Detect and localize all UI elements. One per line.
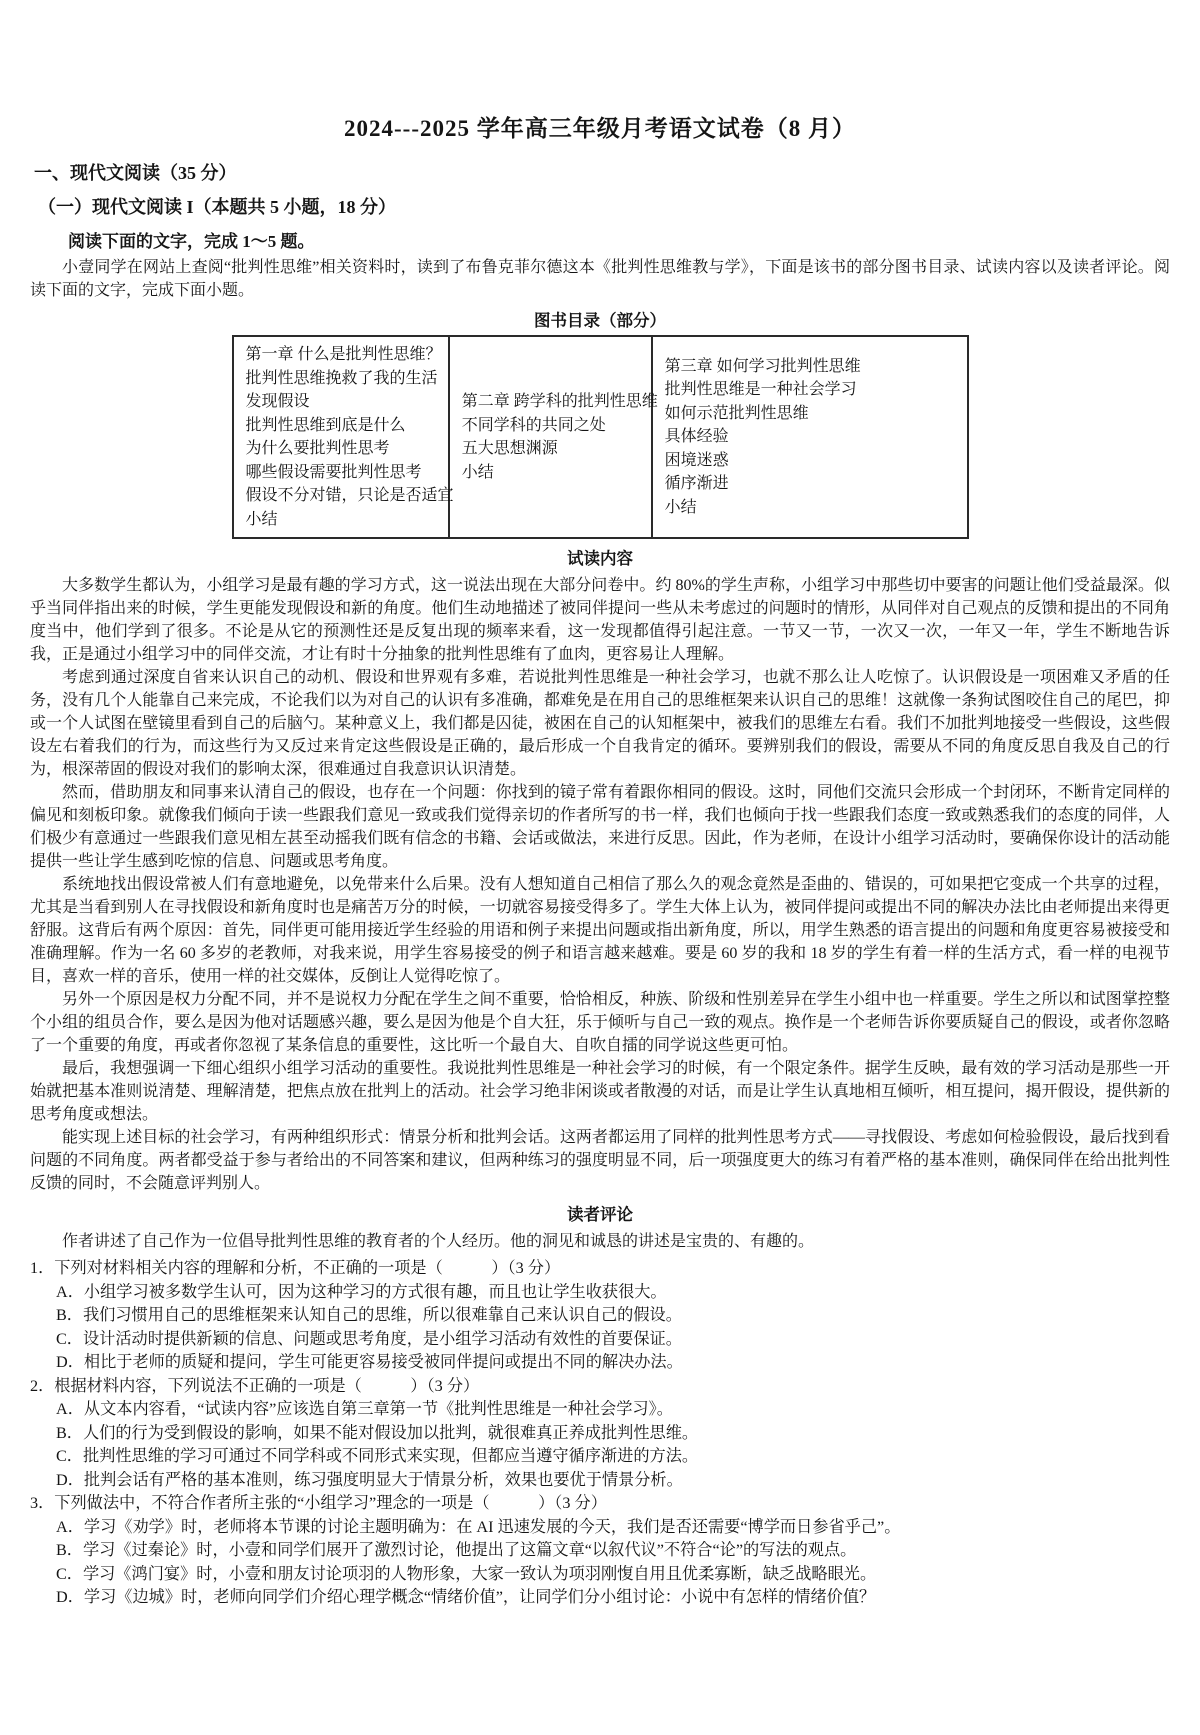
question-option: B．人们的行为受到假设的影响，如果不能对假设加以批判，就很难真正养成批判性思维。 xyxy=(56,1423,699,1442)
catalog-line: 哪些假设需要批判性思考 xyxy=(245,463,422,481)
catalog-line: 具体经验 xyxy=(664,428,729,446)
question-stem: 1．下列对材料相关内容的理解和分析，不正确的一项是（ ）（3 分） xyxy=(30,1259,561,1277)
subsection-heading: （一）现代文阅读 I（本题共 5 小题，18 分） xyxy=(38,197,397,217)
questions-section xyxy=(30,1257,1170,1609)
catalog-line: 第三章 如何学习批判性思维 xyxy=(664,357,861,375)
question-option: D．学习《边城》时，老师向同学们介绍心理学概念“情绪价值”，让同学们分小组讨论：小说中有怎样的情绪价值？ xyxy=(56,1588,876,1606)
question-option: D．相比于老师的质疑和提问，学生可能更容易接受被同伴提问或提出不同的解决办法。 xyxy=(56,1353,683,1371)
excerpt-paragraph: 大多数学生都认为，小组学习是最有趣的学习方式，这一说法出现在大部分问卷中。约 80%的学生声称，小组学习中那些切中要害的问题让他们受益最深。似乎当同伴指出来的时候，学生更能发现假设和新的角度。他们生动地描述了被同伴提问一些从未考虑过的问题时的情形，从同伴对自己观点的反馈和提出的不同角度当中，他们学到了很多。不论是从它的预测性还是反复出现的频率来看，这一发现都值得引起注意。一节又一节，一次又一次，一年又一年，学生不断地告诉我，正是通过小组学习中的同伴交流，才让有时十分抽象的批判性思维有了血肉，更容易让人理解。 xyxy=(30,577,1170,663)
question-option: C．批判性思维的学习可通过不同学科或不同形式来实现，但都应当遵守循序渐进的方法。 xyxy=(56,1447,699,1465)
catalog-line: 第一章 什么是批判性思维？ xyxy=(245,346,442,363)
excerpt-paragraph: 另外一个原因是权力分配不同，并不是说权力分配在学生之间不重要，恰恰相反，种族、阶级和性别差异在学生小组中也一样重要。学生之所以和试图掌控整个小组的组员合作，要么是因为他对话题感兴趣，要么是因为他是个自大狂，乐于倾听与自己一致的观点。换作是一个老师告诉你要质疑自己的假设，或者你忽略了一个重要的角度，再或者你忽视了某条信息的重要性，这比听一个最自大、自吹自擂的同学说这些更可怕。 xyxy=(30,991,1170,1054)
catalog-line: 为什么要批判性思考 xyxy=(245,440,390,457)
question-1 xyxy=(30,1257,1170,1374)
question-option: B．学习《过秦论》时，小壹和同学们展开了激烈讨论，他提出了这篇文章“以叙代议”不符合“论”的写法的观点。 xyxy=(56,1541,857,1559)
question-option: A．小组学习被多数学生认可，因为这种学习的方式很有趣，而且也让学生收获很大。 xyxy=(56,1282,667,1301)
catalog-line: 批判性思维到底是什么 xyxy=(245,416,406,434)
catalog-line: 循序渐进 xyxy=(664,475,729,493)
catalog-cell-chapter3 xyxy=(652,336,968,538)
catalog-line: 小结 xyxy=(245,510,278,528)
review-paragraph: 作者讲述了自己作为一位倡导批判性思维的教育者的个人经历。他的洞见和诚恳的讲述是宝贵的、有趣的。 xyxy=(62,1233,815,1250)
catalog-line: 小结 xyxy=(664,498,697,516)
section-heading: 一、现代文阅读（35 分） xyxy=(34,163,237,183)
catalog-line: 第二章 跨学科的批判性思维 xyxy=(461,393,658,410)
catalog-line: 小结 xyxy=(461,463,494,481)
excerpt-paragraph: 最后，我想强调一下细心组织小组学习活动的重要性。我说批判性思维是一种社会学习的时候，有一个限定条件。据学生反映，最有效的学习活动是那些一开始就把基本准则说清楚、理解清楚，把焦点放在批判上的活动。社会学习绝非闲谈或者散漫的对话，而是让学生认真地相互倾听，相互提问，揭开假设，提供新的思考角度或想法。 xyxy=(30,1060,1170,1123)
catalog-line: 如何示范批判性思维 xyxy=(664,404,809,422)
review-section xyxy=(30,1201,1170,1253)
catalog-caption: 图书目录（部分） xyxy=(534,311,666,330)
excerpt-paragraph: 能实现上述目标的社会学习，有两种组织形式：情景分析和批判会话。这两者都运用了同样的批判性思考方式——寻找假设、考虑如何检验假设，最后找到看问题的不同角度。两者都受益于参与者给出的不同答案和建议，但两种练习的强度明显不同，后一项强度更大的练习有着严格的基本准则，确保同伴在给出批判性反馈的同时，不会随意评判别人。 xyxy=(30,1129,1170,1192)
excerpt-heading: 试读内容 xyxy=(567,549,633,568)
catalog-line: 发现假设 xyxy=(245,393,310,410)
question-stem: 3．下列做法中，不符合作者所主张的“小组学习”理念的一项是（ ）（3 分） xyxy=(30,1494,607,1512)
question-option: C．设计活动时提供新颖的信息、问题或思考角度，是小组学习活动有效性的首要保证。 xyxy=(56,1329,682,1348)
catalog-line: 困境迷惑 xyxy=(664,451,729,469)
catalog-line: 批判性思维挽救了我的生活 xyxy=(245,369,438,387)
question-option: C．学习《鸿门宴》时，小壹和朋友讨论项羽的人物形象，大家一致认为项羽刚愎自用且优柔寡断，缺乏战略眼光。 xyxy=(56,1564,877,1583)
question-option: A．从文本内容看，“试读内容”应该选自第三章第一节《批判性思维是一种社会学习》。 xyxy=(56,1400,673,1418)
question-option: D．批判会话有严格的基本准则，练习强度明显大于情景分析，效果也要优于情景分析。 xyxy=(56,1470,683,1489)
excerpt-section xyxy=(30,545,1170,1195)
catalog-table xyxy=(232,335,969,539)
review-heading: 读者评论 xyxy=(567,1205,633,1224)
catalog-line: 五大思想渊源 xyxy=(461,440,558,457)
question-2 xyxy=(30,1375,1170,1492)
question-stem: 2．根据材料内容，下列说法不正确的一项是（ ）（3 分） xyxy=(30,1376,480,1395)
question-option: A．学习《劝学》时，老师将本节课的讨论主题明确为：在 AI 迅速发展的今天，我们是否还需要“博学而日参省乎己”。 xyxy=(56,1517,901,1536)
reading-instruction: 阅读下面的文字，完成 1～5 题。 xyxy=(68,232,315,251)
catalog-cell-chapter2 xyxy=(449,336,658,538)
excerpt-paragraph: 然而，借助朋友和同事来认清自己的假设，也存在一个问题：你找到的镜子常有着跟你相同的假设。这时，同他们交流只会形成一个封闭环，不断肯定同样的偏见和刻板印象。就像我们倾向于读一些跟我们意见一致或我们觉得亲切的作者所写的书一样，我们也倾向于找一些跟我们态度一致或熟悉我们的态度的同伴，人们极少有意通过一些跟我们意见相左甚至动摇我们既有信念的书籍、会话或做法，来进行反思。因此，作为老师，在设计小组学习活动时，要确保你设计的活动能提供一些让学生感到吃惊的信息、问题或思考角度。 xyxy=(30,784,1170,870)
catalog-line: 不同学科的共同之处 xyxy=(461,416,606,434)
excerpt-paragraph: 系统地找出假设常被人们有意地避免，以免带来什么后果。没有人想知道自己相信了那么久的观念竟然是歪曲的、错误的，可如果把它变成一个共享的过程，尤其是当看到别人在寻找假设和新角度时也是痛苦万分的时候，一切就容易接受得多了。学生大体上认为，被同伴提问或提出不同的解决办法比由老师提出来得更舒服。这背后有两个原因：首先，同伴更可能用接近学生经验的用语和例子来提出问题或指出新角度，所以，用学生熟悉的语言提出的问题和角度更容易被接受和准确理解。作为一名 60 多岁的老教师，对我来说，用学生容易接受的例子和语言越来越难。要是 60 岁的我和 18 岁的学生有着一样的生活方式，看一样的电视节目，喜欢一样的音乐，使用一样的社交媒体，反倒让人觉得吃惊了。 xyxy=(30,876,1170,985)
question-3 xyxy=(30,1492,1170,1609)
page-title: 2024---2025 学年高三年级月考语文试卷（8 月） xyxy=(344,116,856,141)
catalog-line: 假设不分对错，只论是否适宜 xyxy=(245,487,454,504)
catalog-cell-chapter1 xyxy=(233,336,454,538)
excerpt-paragraph: 考虑到通过深度自省来认识自己的动机、假设和世界观有多难，若说批判性思维是一种社会学习，也就不那么让人吃惊了。认识假设是一项困难又矛盾的任务，没有几个人能靠自己来完成，不论我们以为对自己的认识有多准确，都难免是在用自己的思维框架来认识自己的思维！这就像一条狗试图咬住自己的尾巴，抑或一个人试图在壁镜里看到自己的后脑勺。某种意义上，我们都是囚徒，被困在自己的认知框架中，被我们的思维左右看。我们不加批判地接受一些假设，这些假设左右着我们的行为，而这些行为又反过来肯定这些假设是正确的，最后形成一个自我肯定的循环。要辨别我们的假设，需要从不同的角度反思自我及自己的行为，根深蒂固的假设对我们的影响太深，很难通过自我意识认识清楚。 xyxy=(30,669,1170,778)
catalog-line: 批判性思维是一种社会学习 xyxy=(664,381,857,399)
intro-paragraph: 小壹同学在网站上查阅“批判性思维”相关资料时，读到了布鲁克菲尔德这本《批判性思维教与学》，下面是该书的部分图书目录、试读内容以及读者评论。阅读下面的文字，完成下面小题。 xyxy=(30,259,1170,299)
question-option: B．我们习惯用自己的思维框架来认知自己的思维，所以很难靠自己来认识自己的假设。 xyxy=(56,1306,682,1324)
